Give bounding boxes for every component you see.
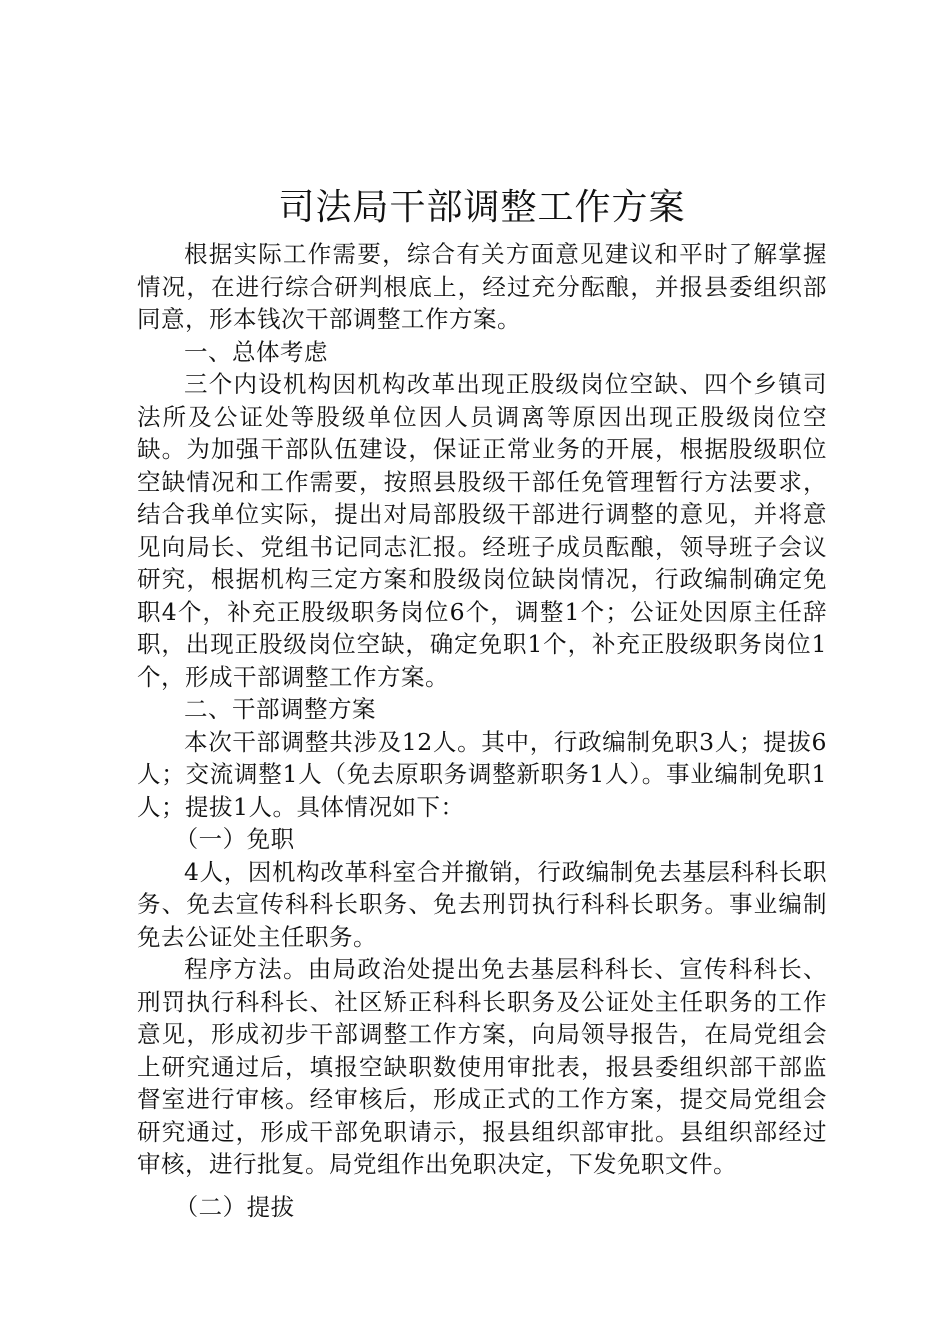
overall-paragraph: 三个内设机构因机构改革出现正股级岗位空缺、四个乡镇司法所及公证处等股级单位因人员调离等原因出现正股级岗位空缺。为加强干部队伍建设，保证正常业务的开展，根据股级职位空缺情况和工作需要，按照县股级干部任免管理暂行方法要求，结合我单位实际，提出对局部股级干部进行调整的意见，并将意见向局长、党组书记同志汇报。经班子成员酝酿，领导班子会议研究，根据机构三定方案和股级岗位缺岗情况，行政编制确定免职4个，补充正股级职务岗位6个，调整1个；公证处因原主任辞职，出现正股级岗位空缺，确定免职1个，补充正股级职务岗位1个，形成干部调整工作方案。	[137, 370, 827, 691]
dismissal-paragraph: 4人，因机构改革科室合并撤销，行政编制免去基层科科长职务、免去宣传科科长职务、免去刑罚执行科科长职务。事业编制免去公证处主任职务。	[137, 857, 827, 951]
subheading-dismissal: （一）免职	[174, 825, 295, 853]
subheading-promotion: （二）提拔	[174, 1192, 295, 1221]
procedure-paragraph: 程序方法。由局政治处提出免去基层科科长、宣传科科长、刑罚执行科科长、社区矫正科科长职务及公证处主任职务的工作意见，形成初步干部调整工作方案，向局领导报告，在局党组会上研究通过后，填报空缺职数使用审批表，报县委组织部干部监督室进行审核。经审核后，形成正式的工作方案，提交局党组会研究通过，形成干部免职请示，报县组织部审批。县组织部经过审核，进行批复。局党组作出免职决定，下发免职文件。	[137, 955, 827, 1178]
document-title: 司法局干部调整工作方案	[278, 187, 686, 228]
section-heading-plan: 二、干部调整方案	[184, 695, 376, 723]
document-body	[137, 178, 827, 1223]
intro-paragraph: 根据实际工作需要，综合有关方面意见建议和平时了解掌握情况，在进行综合研判根底上，经过充分酝酿，并报县委组织部同意，形本钱次干部调整工作方案。	[137, 240, 827, 333]
plan-paragraph: 本次干部调整共涉及12人。其中，行政编制免职3人；提拔6人；交流调整1人（免去原职务调整新职务1人）。事业编制免职1人；提拔1人。具体情况如下：	[137, 727, 827, 821]
section-heading-overall: 一、总体考虑	[184, 337, 328, 366]
